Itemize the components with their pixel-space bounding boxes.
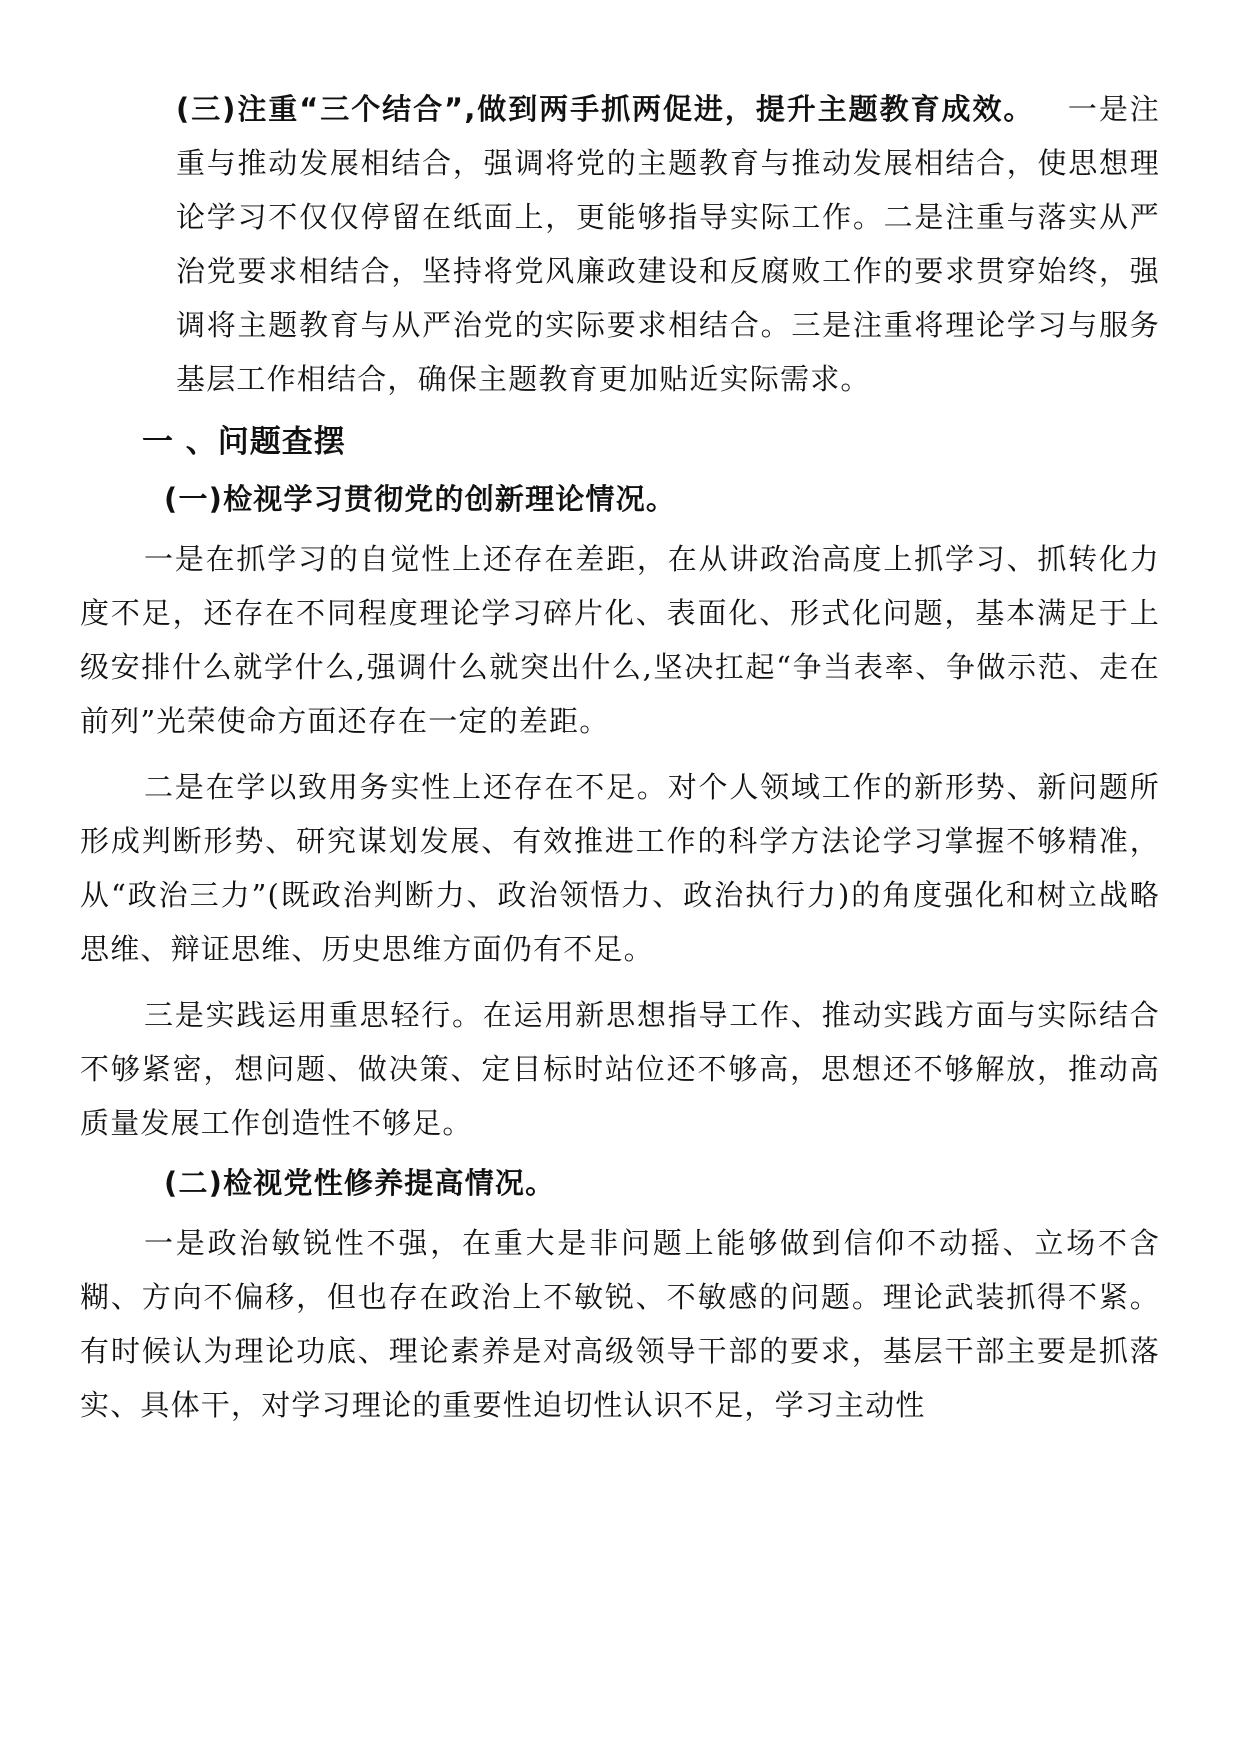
paragraph-practice-action: 三是实践运用重思轻行。在运用新思想指导工作、推动实践方面与实际结合不够紧密，想问题、做决策、定目标时站位还不够高，思想还不够解放，推动高质量发展工作创造性不够足。 xyxy=(80,998,1160,1140)
document-body xyxy=(80,82,1160,1432)
paragraph-practical-application: 二是在学以致用务实性上还存在不足。对个人领域工作的新形势、新问题所形成判断形势、研究谋划发展、有效推进工作的科学方法论学习掌握不够精准，从“政治三力”(既政治判断力、政治领悟力、政治执行力)的角度强化和树立战略思维、辩证思维、历史思维方面仍有不足。 xyxy=(80,770,1160,966)
heading-three-combinations: (三)注重“三个结合”,做到两手抓两促进，提升主题教育成效。 xyxy=(176,92,1035,126)
subsection-title-theory-study: (一)检视学习贯彻党的创新理论情况。 xyxy=(164,482,677,516)
paragraph-three-combinations xyxy=(80,82,1160,406)
subsection-title-party-spirit: (二)检视党性修养提高情况。 xyxy=(164,1166,556,1200)
paragraph-three-combinations-body: 一是注重与推动发展相结合，强调将党的主题教育与推动发展相结合，使思想理论学习不仅仅停留在纸面上，更能够指导实际工作。二是注重与落实从严治党要求相结合，坚持将党风廉政建设和反腐败工作的要求贯穿始终，强调将主题教育与从严治党的实际要求相结合。三是注重将理论学习与服务基层工作相结合，确保主题教育更加贴近实际需求。 xyxy=(176,92,1160,396)
paragraph-political-sensitivity: 一是政治敏锐性不强，在重大是非问题上能够做到信仰不动摇、立场不含糊、方向不偏移，但也存在政治上不敏锐、不敏感的问题。理论武装抓得不紧。有时候认为理论功底、理论素养是对高级领导干部的要求，基层干部主要是抓落实、具体干，对学习理论的重要性迫切性认识不足，学习主动性 xyxy=(80,1226,1160,1422)
paragraph-study-consciousness: 一是在抓学习的自觉性上还存在差距，在从讲政治高度上抓学习、抓转化力度不足，还存在不同程度理论学习碎片化、表面化、形式化问题，基本满足于上级安排什么就学什么,强调什么就突出什么,坚决扛起“争当表率、争做示范、走在前列”光荣使命方面还存在一定的差距。 xyxy=(80,542,1160,738)
section-title-problems: 一 、问题查摆 xyxy=(142,424,346,460)
